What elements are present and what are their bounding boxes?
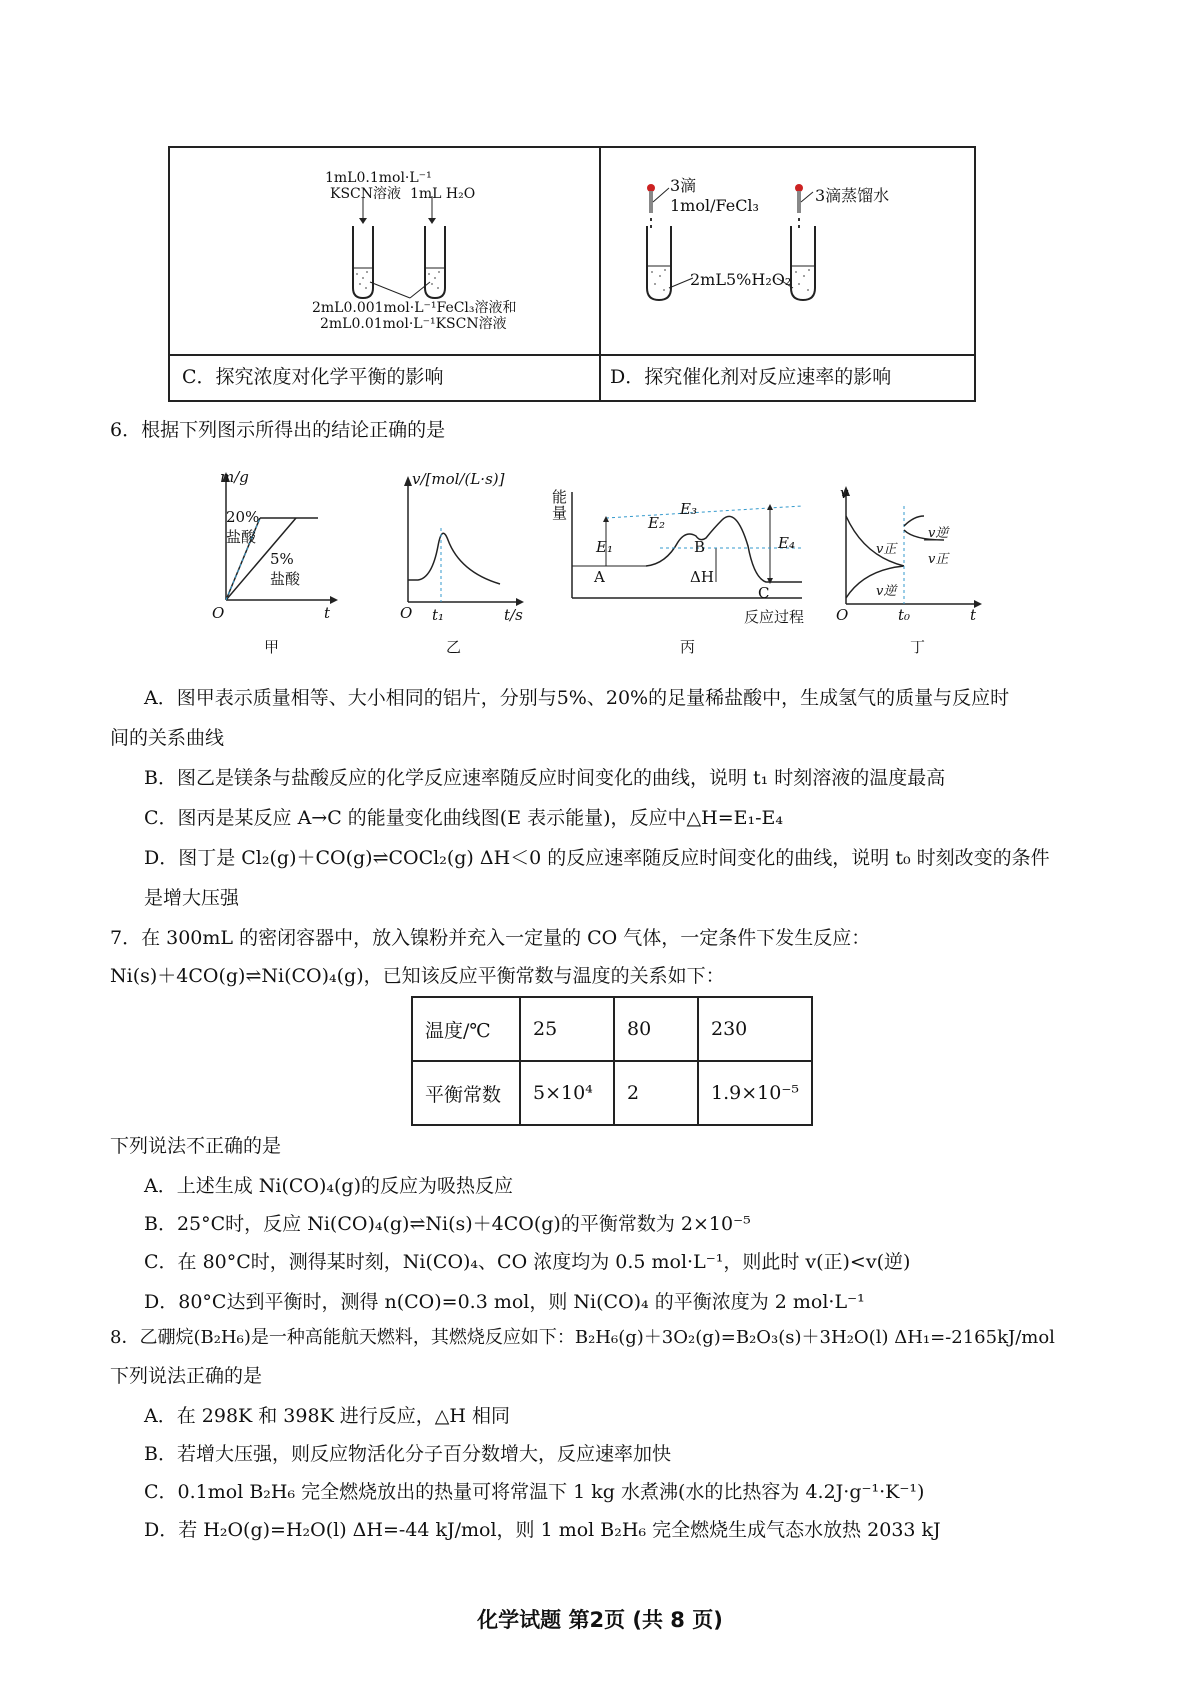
bing-e1: E₁: [596, 538, 613, 556]
bing-e3: E₃: [680, 500, 697, 518]
q6-option-a-cont: 间的关系曲线: [110, 727, 225, 749]
page-footer: 化学试题 第2页 (共 8 页): [477, 1608, 723, 1632]
option-d-caption: D．探究催化剂对反应速率的影响: [610, 366, 892, 388]
table-cell: 平衡常数: [412, 1061, 520, 1125]
bing-e2: E₂: [648, 514, 665, 532]
q8-option-a: A．在 298K 和 398K 进行反应，△H 相同: [144, 1405, 511, 1427]
figure-ding: [834, 486, 984, 616]
table-cell: 25: [520, 997, 614, 1061]
question-6-stem: 6．根据下列图示所得出的结论正确的是: [110, 419, 446, 441]
jia-curve-label: 盐酸: [226, 528, 257, 546]
q6-option-d-cont: 是增大压强: [144, 887, 240, 909]
yi-xlabel: t/s: [504, 606, 523, 624]
yi-t1: t₁: [432, 606, 445, 624]
question-8-stem: 8．乙硼烷(B₂H₆)是一种高能航天燃料，其燃烧反应如下：B₂H₆(g)＋3O₂(g)=B₂O₃(s)＋3H₂O(l) ΔH₁=-2165kJ/mol: [110, 1327, 1055, 1348]
equilibrium-constant-table: [411, 996, 813, 1126]
jia-curve-label: 5%: [270, 550, 294, 568]
c-reagent-label: 1mL0.1mol·L⁻¹: [325, 170, 432, 186]
ding-caption: 丁: [910, 638, 926, 656]
q7-option-c: C．在 80°C时，测得某时刻，Ni(CO)₄、CO 浓度均为 0.5 mol·L⁻¹，则此时 v(正)<v(逆): [144, 1251, 911, 1273]
yi-ylabel: v/[mol/(L·s)]: [412, 470, 505, 488]
q7-option-a: A．上述生成 Ni(CO)₄(g)的反应为吸热反应: [144, 1175, 514, 1197]
bing-xlabel: 反应过程: [744, 608, 805, 626]
d-h2o2-label: 2mL5%H₂O₂: [690, 270, 792, 289]
ding-v-ni2: v逆: [928, 526, 949, 541]
q8-option-b: B．若增大压强，则反应物活化分子百分数增大，反应速率加快: [144, 1443, 671, 1465]
c-water-label: 1mL H₂O: [410, 186, 476, 202]
table-cell: 80: [614, 997, 698, 1061]
q6-option-a: A．图甲表示质量相等、大小相同的铝片，分别与5%、20%的足量稀盐酸中，生成氢气的质量与反应时: [144, 687, 1010, 709]
bing-ylabel: 量: [552, 504, 568, 522]
ding-ylabel: v: [840, 484, 849, 502]
table-cell: 5×10⁴: [520, 1061, 614, 1125]
ding-v-zheng2: v正: [928, 552, 949, 567]
c-solution-label: 2mL0.001mol·L⁻¹FeCl₃溶液和: [312, 300, 517, 316]
apparatus-d-diagram: [601, 148, 976, 354]
ding-t0: t₀: [898, 606, 911, 624]
bing-c: C: [758, 584, 770, 602]
bing-b: B: [694, 538, 706, 556]
table-cell: 1.9×10⁻⁵: [698, 1061, 812, 1125]
q6-option-c: C．图丙是某反应 A→C 的能量变化曲线图(E 表示能量)，反应中△H=E₁-E₄: [144, 807, 784, 829]
d-water-label: 3滴蒸馏水: [815, 186, 890, 205]
ding-v-zheng: v正: [876, 542, 897, 557]
bing-e4: E₄: [778, 534, 795, 552]
bing-dh: ΔH: [690, 568, 714, 586]
jia-origin: O: [212, 604, 225, 622]
ding-origin: O: [836, 606, 849, 624]
jia-curve-label: 20%: [226, 508, 260, 526]
table-divider: [170, 354, 974, 356]
q8-option-d: D．若 H₂O(g)=H₂O(l) ΔH=-44 kJ/mol，则 1 mol B₂H₆ 完全燃烧生成气态水放热 2033 kJ: [144, 1519, 941, 1541]
yi-caption: 乙: [446, 638, 462, 656]
c-solution-label: 2mL0.01mol·L⁻¹KSCN溶液: [320, 316, 507, 332]
d-drop-label: 1mol/FeCl₃: [670, 196, 759, 215]
table-cell: 温度/℃: [412, 997, 520, 1061]
table-cell: 2: [614, 1061, 698, 1125]
bing-caption: 丙: [680, 638, 696, 656]
bing-ylabel: 能: [552, 488, 568, 506]
d-drop-label: 3滴: [670, 176, 697, 195]
jia-xlabel: t: [324, 604, 331, 622]
question-7-reaction: Ni(s)＋4CO(g)⇌Ni(CO)₄(g)，已知该反应平衡常数与温度的关系如下：: [110, 965, 725, 987]
jia-ylabel: m/g: [220, 468, 249, 486]
c-reagent-label: KSCN溶液: [330, 186, 402, 202]
option-c-caption: C．探究浓度对化学平衡的影响: [182, 366, 444, 388]
q8-option-c: C．0.1mol B₂H₆ 完全燃烧放出的热量可将常温下 1 kg 水煮沸(水的比热容为 4.2J·g⁻¹·K⁻¹): [144, 1481, 925, 1503]
table-row: [412, 997, 812, 1061]
yi-origin: O: [400, 604, 413, 622]
question-7-prompt: 下列说法不正确的是: [110, 1135, 282, 1157]
q7-option-d: D．80°C达到平衡时，测得 n(CO)=0.3 mol，则 Ni(CO)₄ 的平衡浓度为 2 mol·L⁻¹: [144, 1291, 865, 1313]
question-7-stem: 7．在 300mL 的密闭容器中，放入镍粉并充入一定量的 CO 气体，一定条件下发生反应：: [110, 927, 871, 949]
question-8-prompt: 下列说法正确的是: [110, 1365, 263, 1387]
figure-yi: [398, 476, 528, 622]
jia-curve-label: 盐酸: [270, 570, 301, 588]
table-cell: 230: [698, 997, 812, 1061]
jia-caption: 甲: [264, 638, 280, 656]
table-row: [412, 1061, 812, 1125]
q6-option-d: D．图丁是 Cl₂(g)＋CO(g)⇌COCl₂(g) ΔH＜0 的反应速率随反应时间变化的曲线，说明 t₀ 时刻改变的条件: [144, 847, 1050, 869]
apparatus-table: [168, 146, 976, 402]
q6-option-b: B．图乙是镁条与盐酸反应的化学反应速率随反应时间变化的曲线，说明 t₁ 时刻溶液的温度最高: [144, 767, 946, 789]
ding-xlabel: t: [970, 606, 977, 624]
ding-v-ni: v逆: [876, 584, 897, 599]
q7-option-b: B．25°C时，反应 Ni(CO)₄(g)⇌Ni(s)＋4CO(g)的平衡常数为 2×10⁻⁵: [144, 1213, 751, 1235]
bing-a: A: [594, 568, 605, 586]
